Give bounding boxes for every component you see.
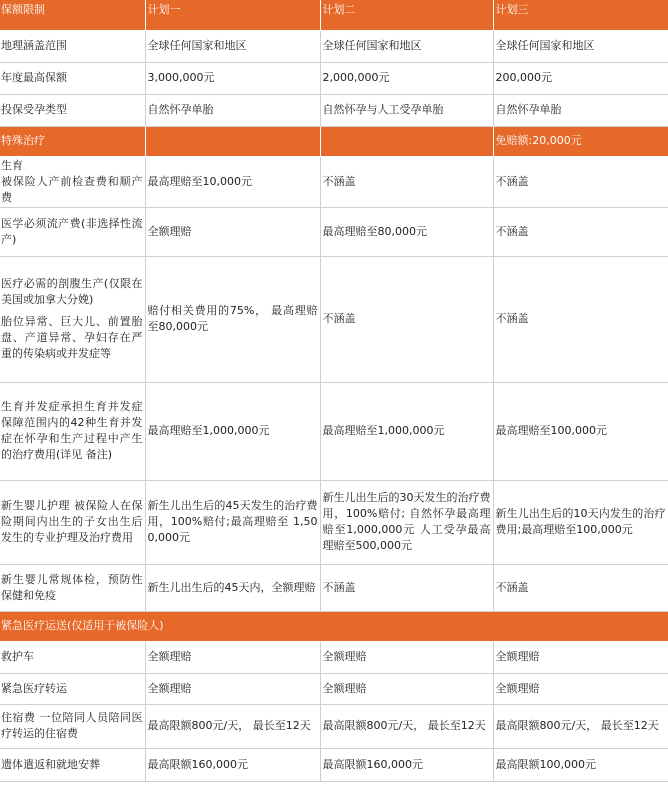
plan-2-value: 自然怀孕与人工受孕单胎 xyxy=(320,94,493,126)
plan-3-value: 全额理赔 xyxy=(493,673,668,704)
section-title: 特殊治疗 xyxy=(0,126,145,156)
table-row xyxy=(0,704,668,748)
plan-2-value: 不涵盖 xyxy=(320,256,493,382)
row-label: 紧急医疗转运 xyxy=(0,673,145,704)
header-limit-label: 保额限制 xyxy=(0,0,145,30)
plan-2-value: 2,000,000元 xyxy=(320,62,493,94)
deductible-label: 免赔额:20,000元 xyxy=(493,126,668,156)
plan-3-value: 最高限额800元/天， 最长至12天 xyxy=(493,704,668,748)
plan-2-value: 最高理赔至1,000,000元 xyxy=(320,382,493,480)
row-label-part-2: 胎位异常、巨大儿、前置胎盘、产道异常、孕妇存在严重的传染病或并发症等 xyxy=(1,315,143,360)
row-label: 医学必须流产费(非选择性流产) xyxy=(0,207,145,256)
section-title: 紧急医疗运送(仅适用于被保险人) xyxy=(0,611,668,641)
row-label: 年度最高保额 xyxy=(0,62,145,94)
plan-3-value: 全额理赔 xyxy=(493,641,668,673)
plan-1-value: 自然怀孕单胎 xyxy=(145,94,320,126)
plan-3-value: 不涵盖 xyxy=(493,207,668,256)
plan-1-value: 全额理赔 xyxy=(145,641,320,673)
table-row xyxy=(0,94,668,126)
table-row xyxy=(0,382,668,480)
header-plan-3: 计划三 xyxy=(493,0,668,30)
plan-2-value: 不涵盖 xyxy=(320,564,493,611)
row-label: 生育并发症承担生育并发症保障范围内的42种生育并发 症在怀孕和生产过程中产生的治疗费用(详见 备注) xyxy=(0,382,145,480)
plan-2-value: 不涵盖 xyxy=(320,156,493,207)
row-label: 新生婴儿常规体检，预防性保健和免疫 xyxy=(0,564,145,611)
plan-3-value: 新生儿出生后的10天内发生的治疗费用;最高理赔至100,000元 xyxy=(493,480,668,564)
plan-2-value: 新生儿出生后的30天发生的治疗费用，100%赔付; 自然怀孕最高理赔至1,000,000元 人工受孕最高理赔至500,000元 xyxy=(320,480,493,564)
plan-1-value: 3,000,000元 xyxy=(145,62,320,94)
row-label: 地理涵盖范围 xyxy=(0,30,145,62)
row-label: 遗体遣返和就地安葬 xyxy=(0,748,145,781)
section-plan-2 xyxy=(320,126,493,156)
section-row-emergency xyxy=(0,611,668,641)
table-row xyxy=(0,641,668,673)
plan-2-value: 最高限额800元/天， 最长至12天 xyxy=(320,704,493,748)
row-label: 救护车 xyxy=(0,641,145,673)
table-row xyxy=(0,673,668,704)
plan-1-value: 最高限额160,000元 xyxy=(145,748,320,781)
section-row-special xyxy=(0,126,668,156)
header-row xyxy=(0,0,668,30)
section-plan-1 xyxy=(145,126,320,156)
row-label-part-1: 医疗必需的剖腹生产(仅限在美国或加拿大分娩) xyxy=(1,277,143,306)
table-row xyxy=(0,207,668,256)
row-label: 住宿费 一位陪同人员陪同医疗转运的住宿费 xyxy=(0,704,145,748)
plan-1-value: 最高限额800元/天， 最长至12天 xyxy=(145,704,320,748)
plan-1-value: 赔付相关费用的75%， 最高理赔至80,000元 xyxy=(145,256,320,382)
table-row xyxy=(0,480,668,564)
plan-1-value: 全额理赔 xyxy=(145,207,320,256)
row-label: 新生婴儿护理 被保险人在保险期间内出生的子女出生后 发生的专业护理及治疗费用 xyxy=(0,480,145,564)
plan-1-value: 最高理赔至10,000元 xyxy=(145,156,320,207)
plan-3-value: 自然怀孕单胎 xyxy=(493,94,668,126)
plan-3-value: 不涵盖 xyxy=(493,256,668,382)
table-row xyxy=(0,30,668,62)
table-row xyxy=(0,156,668,207)
plan-2-value: 全球任何国家和地区 xyxy=(320,30,493,62)
plan-3-value: 最高限额100,000元 xyxy=(493,748,668,781)
plan-3-value: 200,000元 xyxy=(493,62,668,94)
plan-1-value: 新生儿出生后的45天内，全额理赔 xyxy=(145,564,320,611)
header-plan-2: 计划二 xyxy=(320,0,493,30)
plan-2-value: 全额理赔 xyxy=(320,641,493,673)
header-plan-1: 计划一 xyxy=(145,0,320,30)
plan-1-value: 全球任何国家和地区 xyxy=(145,30,320,62)
plan-2-value: 最高限额160,000元 xyxy=(320,748,493,781)
table-row xyxy=(0,256,668,382)
table-row xyxy=(0,564,668,611)
plan-3-value: 不涵盖 xyxy=(493,156,668,207)
plan-3-value: 最高理赔至100,000元 xyxy=(493,382,668,480)
row-label: 生育 被保险人产前检查费和顺产费 xyxy=(0,156,145,207)
plan-1-value: 最高理赔至1,000,000元 xyxy=(145,382,320,480)
row-label: 投保受孕类型 xyxy=(0,94,145,126)
table-row xyxy=(0,748,668,781)
plan-2-value: 全额理赔 xyxy=(320,673,493,704)
plan-2-value: 最高理赔至80,000元 xyxy=(320,207,493,256)
plan-3-value: 不涵盖 xyxy=(493,564,668,611)
table-row xyxy=(0,62,668,94)
plan-1-value: 全额理赔 xyxy=(145,673,320,704)
plan-3-value: 全球任何国家和地区 xyxy=(493,30,668,62)
plan-1-value: 新生儿出生后的45天发生的治疗费用，100%赔付;最高理赔至 1,500,000元 xyxy=(145,480,320,564)
row-label xyxy=(0,256,145,382)
